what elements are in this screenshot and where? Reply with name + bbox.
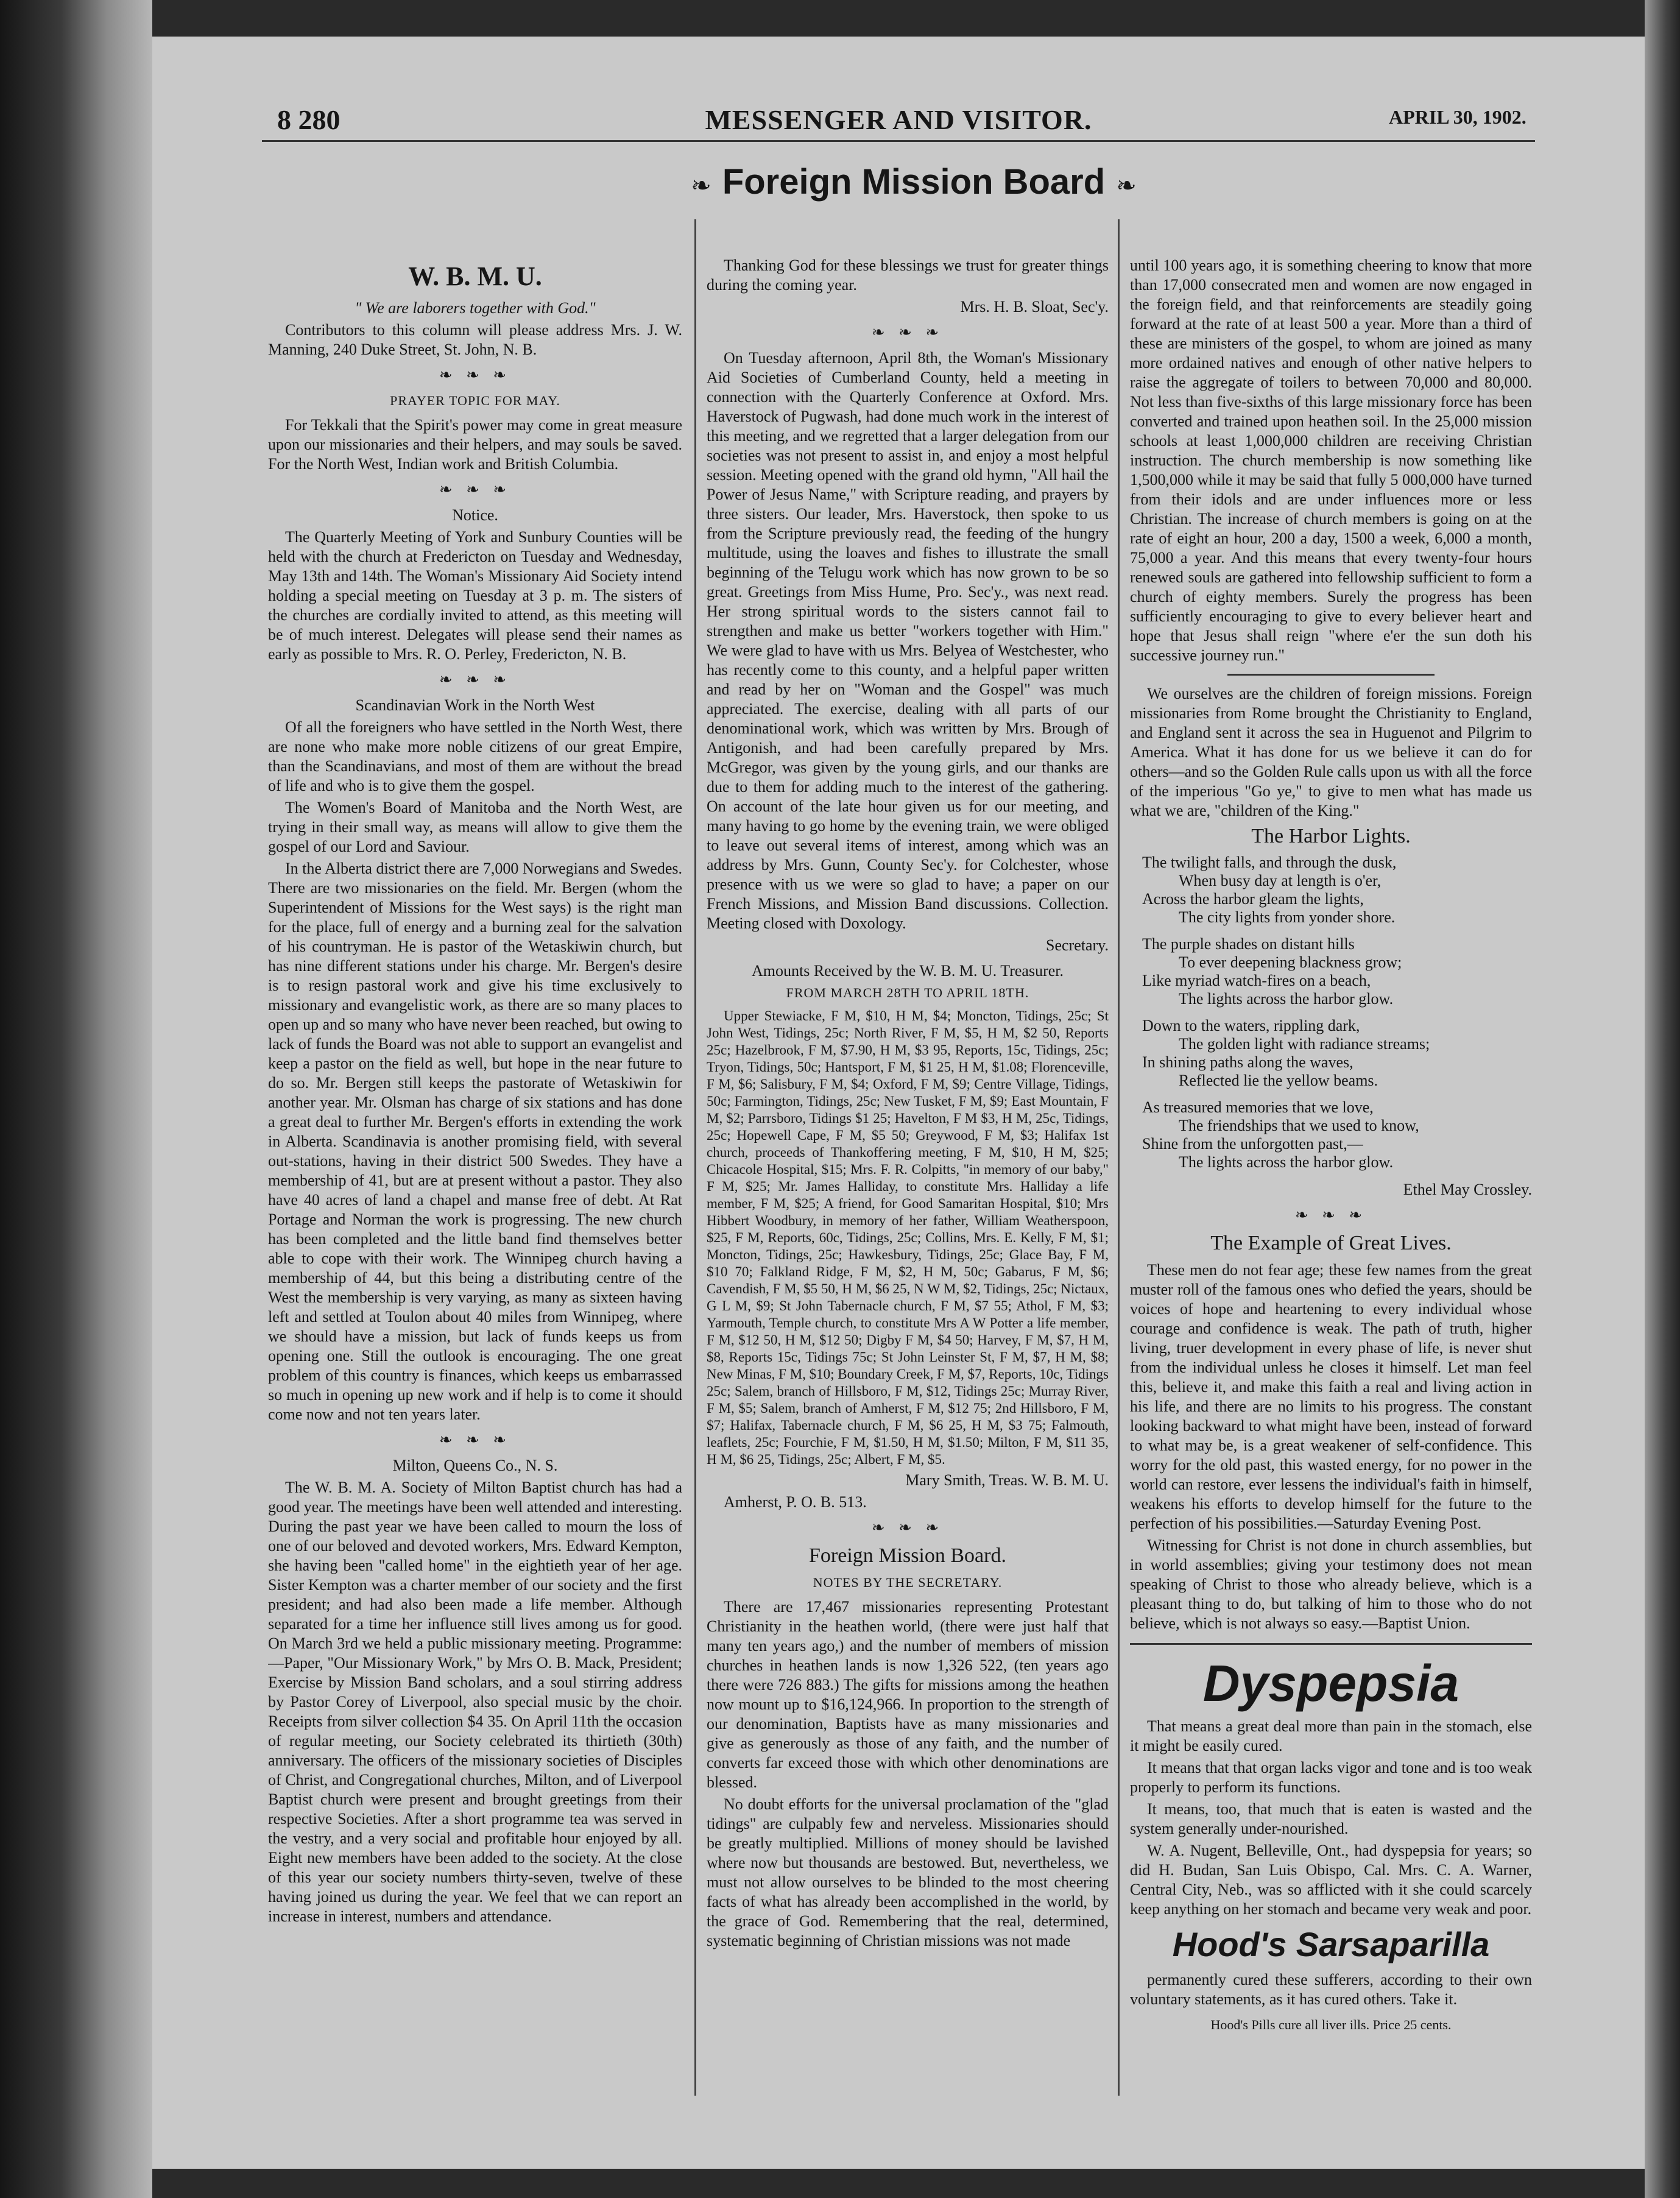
advertisement bbox=[1130, 1643, 1532, 2035]
amounts-list: Upper Stewiacke, F M, $10, H M, $4; Moncton, Tidings, 25c; St John West, Tidings, 25c; North River, F M, $5, H M, $2 50, Reports 25c; Hazelbrook, F M, $7.90, H M, $3 95, Reports, 15c, Tidings, 25c; Tryon, Tidings, 50c; Hantsport, F M, $1 25, H M, $1.08; Florenceville, F M, $6; Salisbury, F M, $4; Oxford, F M, $9; Centre Village, Tidings, 50c; Farmington, Tidings, 25c; New Tusket, F M, $9; East Mountain, F M, $2; Parrsboro, Tidings $1 25; Havelton, F M $3, H M, 25c, Tidings, 25c; Hopewell Cape, F M, $5 50; Greywood, F M, $3; Halifax 1st church, proceeds of Thankoffering meeting, F M, $10, H M, $25; Chicacole Hospital, $15; Mrs. F. R. Colpitts, "in memory of our baby," F M, $25; Mr. James Halliday, to constitute Mrs. Halliday a life member, F M, $25; A friend, for Good Samaritan Hospital, $10; Mrs Hibbert Woodbury, in memory of her father, William Weatherspoon, $25, F M, Reports, 60c, Tidings, 25c; Collins, Mrs. E. Kelly, F M, $1; Moncton, Tidings, 25c; Hawkesbury, Tidings, 25c; Glace Bay, F M, $10 70; Falkland Ridge, F M, $2, H M, 50c; Gabarus, F M, $6; Cavendish, F M, $5 50, H M, $6 25, N W M, $2, Tidings, 25c; Nictaux, G L M, $9; St John Tabernacle church, F M, $7 55; Athol, F M, $3; Yarmouth, Temple church, to constitute Mrs A W Potter a life member, F M, $12 50, H M, $12 50; Digby F M, $4 50; Harvey, F M, $7, H M, $8, Reports 15c, Tidings 75c; St John Leinster St, F M, $7, H M, $8; New Minas, F M, $10; Boundary Creek, F M, $7, Reports, 10c, Tidings 25c; Salem, branch of Hillsboro, F M, $12, Tidings 25c; Murray River, F M, $5; Salem, branch of Amherst, F M, $12 75; 2nd Hillsboro, F M, $7; Halifax, Tabernacle church, F M, $6 25, H M, $3 75; Falmouth, leaflets, 25c; Fourchie, F M, $1.50, H M, $1.50; Milton, F M, $11 35, H M, $6 25, Tidings, 25c; Albert, F M, $5. bbox=[707, 1008, 1109, 1467]
scandinavian-p2: The Women's Board of Manitoba and the North West, are trying in their small way, as means will allow to give them the gospel of our Lord and Saviour. bbox=[268, 799, 682, 855]
section-title: Foreign Mission Board bbox=[722, 162, 1106, 202]
ornament-icon: ❧ ❧ ❧ bbox=[871, 323, 944, 341]
ad-footer: Hood's Pills cure all liver ills. Price 25 cents. bbox=[1210, 2017, 1452, 2032]
ad-paragraph: It means, too, that much that is eaten is wasted and the system generally under-nourished. bbox=[1130, 1800, 1532, 1837]
poem-stanza bbox=[1142, 853, 1532, 927]
poem-line: The city lights from yonder shore. bbox=[1179, 908, 1396, 926]
poem-line: When busy day at length is o'er, bbox=[1179, 872, 1382, 889]
book-spine bbox=[0, 0, 152, 2198]
poem-line: Down to the waters, rippling dark, bbox=[1142, 1017, 1360, 1034]
poem-stanza bbox=[1142, 935, 1532, 1008]
prayer-topic-text: For Tekkali that the Spirit's power may come in great measure upon our missionaries and their helpers, and may souls be saved. For the North West, Indian work and British Columbia. bbox=[268, 416, 682, 473]
poem-line: To ever deepening blackness grow; bbox=[1179, 953, 1402, 971]
treasurer-address: Amherst, P. O. B. 513. bbox=[724, 1493, 867, 1511]
ad-paragraph: permanently cured these sufferers, according to their own voluntary statements, as it has cured others. Take it. bbox=[1130, 1971, 1532, 2008]
notice-heading: Notice. bbox=[452, 506, 498, 524]
scandinavian-p1: Of all the foreigners who have settled in the North West, there are none who make more noble citizens of our great Empire, than the Scandinavians, and most of them are without the bread of life and who is to give them the gospel. bbox=[268, 718, 682, 794]
amounts-heading: Amounts Received by the W. B. M. U. Treasurer. bbox=[751, 962, 1064, 980]
notice-text: The Quarterly Meeting of York and Sunbury Counties will be held with the church at Fredericton on Tuesday and Wednesday, May 13th and 14th. The Woman's Missionary Aid Society intend holding a special meeting on Tuesday at 3 p. m. The sisters of the churches are cordially invited to attend, as this meeting will be of much interest. Delegates will please send their names as early as possible to Mrs. R. O. Perley, Fredericton, N. B. bbox=[268, 528, 682, 663]
ornament-icon: ❧ ❧ ❧ bbox=[439, 1431, 512, 1449]
ornament-icon: ❧ ❧ ❧ bbox=[439, 481, 512, 498]
next-page-edge bbox=[1645, 0, 1680, 2198]
poem-line: The lights across the harbor glow. bbox=[1179, 1153, 1394, 1171]
poem-line: The friendships that we used to know, bbox=[1179, 1117, 1419, 1134]
column-2 bbox=[707, 256, 1109, 2120]
harbor-lights-heading: The Harbor Lights. bbox=[1251, 825, 1411, 847]
poem-line: Like myriad watch-fires on a beach, bbox=[1142, 972, 1371, 989]
ad-paragraph: W. A. Nugent, Belleville, Ont., had dyspepsia for years; so did H. Budan, San Luis Obispo, Cal. Mrs. C. A. Warner, Central City, Neb., was so afflicted with it she could scarcely keep anything on her stomach and became very weak and poor. bbox=[1130, 1842, 1532, 1918]
cumberland-report: On Tuesday afternoon, April 8th, the Woman's Missionary Aid Societies of Cumberland County, held a meeting in connection with the Quarterly Conference at Oxford. Mrs. Haverstock of Pugwash, had done much work in the interest of this meeting, and we regretted that a larger delegation from our societies was not present to assist in, and enjoy a most helpful session. Meeting opened with the grand old hymn, "All hail the Power of Jesus Name," with Scripture reading, and prayers by three sisters. Our leader, Mrs. Haverstock, then spoke to us from the Scripture previously read, the feeding of the hungry multitude, using the loaves and fishes to illustrate the small beginning of the Telugu work which has now grown to be so great. Greetings from Miss Hume, Pro. Sec'y., was next read. Her strong spiritual words to the sisters cannot fail to strengthen and make us better "workers together with Him." We were glad to have with us Mrs. Belyea of Westchester, who has recently come to this county, and a helpful paper written and read by her on "Woman and the Gospel" was much appreciated. The exercise, dealing with all parts of our denominational work, which was written by Mrs. Brough of Antigonish, and had been carefully prepared by Mrs. McGregor, was given by the young girls, and our thanks are due to them for adding much to the interest of the gathering. On account of the late hour given us for our meeting, and many having to go home by the evening train, we were obliged to leave out several items of interest, among which was an address by Mrs. Gunn, County Sec'y. for Colchester, whose presence with us we were so glad to have; a paper on our French Missions, and Mission Band discussions. Collection. Meeting closed with Doxology. bbox=[707, 349, 1109, 932]
masthead-rule bbox=[262, 140, 1535, 142]
children-of-missions: We ourselves are the children of foreign missions. Foreign missionaries from Rome brought the Christianity to England, and England sent it across the sea in Huguenot and Pilgrim to America. What it has done for us we believe it can do for others—and so the Golden Rule calls upon us with all the force of the imperious "Go ye," to give to men what has made us what we are, "children of the King." bbox=[1130, 685, 1532, 819]
ornament-icon: ❧ ❧ ❧ bbox=[1294, 1206, 1368, 1224]
poem-line: As treasured memories that we love, bbox=[1142, 1098, 1374, 1116]
masthead bbox=[152, 104, 1645, 152]
poem-line: In shining paths along the waves, bbox=[1142, 1053, 1354, 1071]
ornament-icon: ❧ ❧ ❧ bbox=[871, 1519, 944, 1536]
fmb-p1: There are 17,467 missionaries representing Protestant Christianity in the heathen world, (there were just half that many ten years ago,) and the number of members of mission churches in heathen lands is now 1,326 522, (ten years ago there were 726 883.) The gifts for missions among the heathen now mount up to $16,124,966. In proportion to the strength of our denomination, Baptists have as many missionaries and give as generously as those of any faith, and the number of converts far exceed those with which other denominations are blessed. bbox=[707, 1598, 1109, 1791]
ad-title: Dyspepsia bbox=[1202, 1655, 1459, 1712]
wbmu-heading: W. B. M. U. bbox=[408, 261, 542, 291]
fmb-p2: No doubt efforts for the universal proclamation of the "glad tidings" are culpably few and nerveless. Missionaries should be greatly multiplied. Millions of money should be lavished where now but thousands are bestowed. But, nevertheless, we must not allow ourselves to be blinded to the most cheering facts of what has already been accomplished in the world, by the grace of God. Remembering that the real, determined, systematic beginning of Christian missions was not made bbox=[707, 1795, 1109, 1949]
scandinavian-p3: In the Alberta district there are 7,000 Norwegians and Swedes. There are two missionaries on the field. Mr. Bergen (whom the Superintendent of Missions for the West says) is the right man for the place, full of energy and a burning zeal for the salvation of his countryman. He is pastor of the Wetaskiwin church, but has nine different stations under his charge. Mr. Bergen's desire is to resign pastoral work and give his time exclusively to missionary and evangelistic work, as there are so many places to open up and so many who have never been reached, but owing to lack of funds the Board was not able to support an evangelist and keep a pastor on the field as well, but hope in the near future to do so. Mr. Bergen still keeps the pastorate of Wetaskiwin for another year. Mr. Olsman has charge of six stations and has done a great deal to further Mr. Bergen's efforts in extending the work in Alberta. Scandinavia is another promising field, with several out-stations, having in their district 500 Swedes. They have a membership of 41, but are at present without a pastor. They also have 40 acres of land a chapel and manse free of debt. At Rat Portage and Norman the work is progressing. The new church has been completed and the little band find themselves better able to cope with their work. The Winnipeg church having a membership of 44, but this being a distributing centre of the West the membership is very varying, as many as sixteen having left and settled at Toulon about 40 miles from Winnipeg, where we should have a mission, but lack of funds keeps us from opening one. Still the outlook is encouraging. The one great problem of this country is finances, which keeps us embarrassed so much in opening up new work and if help is to come it should come now and not ten years later. bbox=[268, 860, 682, 1423]
great-lives-text: These men do not fear age; these few names from the great muster roll of the famous ones who defied the years, should be voices of hope and heartening to every individual whose courage and confidence is weak. The path of truth, higher living, truer development in every phase of life, is never shut from the individual unless he closes it himself. Let man feel this, believe it, and make this faith a real and living action in his life, and there are no limits to his progress. The constant looking backward to what might have been, instead of forward to what may be, is a great weakener of self-confidence. This worry for the old past, this wasted energy, for no power in the world can restore, ever lessens the individual's faith in himself, weakens his efforts to develop himself for the future to the perfection of his possibilities.—Saturday Evening Post. bbox=[1130, 1261, 1532, 1532]
ornament-icon: ❧ ❧ ❧ bbox=[439, 366, 512, 384]
poem-line: Across the harbor gleam the lights, bbox=[1142, 890, 1364, 908]
great-lives-heading: The Example of Great Lives. bbox=[1210, 1232, 1452, 1254]
ad-paragraph: It means that that organ lacks vigor and tone and is too weak properly to perform its functions. bbox=[1130, 1759, 1532, 1796]
milton-text: The W. B. M. A. Society of Milton Baptist church has had a good year. The meetings have been well attended and interesting. During the past year we have been called to mourn the loss of one of our beloved and devoted workers, Mrs. Edward Kempton, she having been "called home" in the eightieth year of her age. Sister Kempton was a charter member of our society and the first president; and had also been made a life member. Although separated for a time her influence still lives among us for good. On March 3rd we held a public missionary meeting. Programme:—Paper, "Our Missionary Work," by Mrs O. B. Mack, President; Exercise by Mission Band scholars, and a soul stirring address by Pastor Corey of Liverpool, also special music by the choir. Receipts from silver collection $4 35. On April 11th the occasion of regular meeting, our Society celebrated its thirtieth (30th) anniversary. The officers of the missionary societies of Disciples of Christ, and Congregational churches, Milton, and of Liverpool Baptist church were present and brought greetings from their respective Societies. After a short programme tea was served in the vestry, and a very social and profitable hour enjoyed by all. Eight new members have been added to the society. At the close of this year our society numbers thirty-seven, twelve of these having joined us during the year. We feel that we can report an increase in interest, numbers and attendance. bbox=[268, 1479, 682, 1925]
treasurer-signature: Mary Smith, Treas. W. B. M. U. bbox=[905, 1471, 1109, 1489]
column-1 bbox=[268, 256, 682, 2120]
divider bbox=[1227, 674, 1435, 676]
wbmu-motto: " We are laborers together with God." bbox=[355, 299, 596, 317]
poem-line: The purple shades on distant hills bbox=[1142, 935, 1355, 953]
section-banner bbox=[579, 161, 1249, 216]
contributors-note: Contributors to this column will please address Mrs. J. W. Manning, 240 Duke Street, St. John, N. B. bbox=[268, 321, 682, 358]
prayer-topic-heading: PRAYER TOPIC FOR MAY. bbox=[390, 393, 560, 408]
newspaper-page bbox=[152, 37, 1645, 2169]
fmb-subheading: NOTES BY THE SECRETARY. bbox=[813, 1575, 1003, 1590]
fmb-continuation: until 100 years ago, it is something cheering to know that more than 17,000 consecrated men and women are now engaged in the foreign field, and that reinforcements are steadily going forward at the rate of at least 500 a year. More than a third of these are ministers of the gospel, to whom are joined as many more ordained natives and enough of other native helpers to raise the aggregate of toilers to between 70,000 and 80,000. Not less than five-sixths of this large missionary force has been converted and trained upon heathen soil. In the 25,000 mission schools at least 1,000,000 children are receiving Christian instruction. The church membership is now something like 1,500,000 while it may be said that fully 5 000,000 have turned from their idols and are under influences more or less Christian. The increase of church members is going on at the rate of eight an hour, 200 a day, 1500 a week, 6,000 a month, 75,000 a year. And this means that every twenty-four hours renewed souls are gathered into fellowship sufficient to form a church of eighty members. Surely the progress has been sufficiently encouraging to give to every believer heart and hope that Jesus shall reign "where e'er the sun doth his successive journey run." bbox=[1130, 256, 1532, 664]
column-rule bbox=[1118, 219, 1120, 2096]
witnessing-text: Witnessing for Christ is not done in church assemblies, but in world assemblies; giving your testimony does not mean speaking of Christ to those who already believe, which is a pleasant thing to do, but talking of him to those who do not believe, which is not always so easy.—Baptist Union. bbox=[1130, 1536, 1532, 1632]
ad-paragraph: That means a great deal more than pain in the stomach, else it might be easily cured. bbox=[1130, 1717, 1532, 1755]
poem-line: The golden light with radiance streams; bbox=[1179, 1035, 1430, 1053]
poem-stanza bbox=[1142, 1098, 1532, 1171]
leaf-ornament-icon: ❧ bbox=[1116, 172, 1137, 199]
leaf-ornament-icon: ❧ bbox=[691, 172, 711, 199]
poem-line: Shine from the unforgotten past,— bbox=[1142, 1135, 1363, 1153]
amounts-subheading: FROM MARCH 28TH TO APRIL 18TH. bbox=[786, 985, 1029, 1000]
column-3 bbox=[1130, 256, 1532, 2120]
cumberland-signature: Secretary. bbox=[1046, 936, 1109, 954]
fmb-heading: Foreign Mission Board. bbox=[809, 1544, 1006, 1567]
column-rule bbox=[694, 219, 696, 2096]
poem-stanza bbox=[1142, 1017, 1532, 1090]
poem-line: The twilight falls, and through the dusk, bbox=[1142, 853, 1397, 871]
poem-line: Reflected lie the yellow beams. bbox=[1179, 1072, 1378, 1089]
poem-signature: Ethel May Crossley. bbox=[1403, 1181, 1532, 1198]
scandinavian-heading: Scandinavian Work in the North West bbox=[355, 696, 595, 714]
page-number: 8 280 bbox=[277, 104, 341, 135]
issue-date: APRIL 30, 1902. bbox=[1389, 106, 1526, 128]
thanks-signature: Mrs. H. B. Sloat, Sec'y. bbox=[960, 298, 1109, 316]
ad-brand: Hood's Sarsaparilla bbox=[1172, 1925, 1490, 1963]
paper-title: MESSENGER AND VISITOR. bbox=[705, 104, 1092, 135]
milton-heading: Milton, Queens Co., N. S. bbox=[392, 1457, 558, 1474]
thanks-text: Thanking God for these blessings we trust for greater things during the coming year. bbox=[707, 256, 1109, 294]
ornament-icon: ❧ ❧ ❧ bbox=[439, 671, 512, 688]
poem-line: The lights across the harbor glow. bbox=[1179, 990, 1394, 1008]
